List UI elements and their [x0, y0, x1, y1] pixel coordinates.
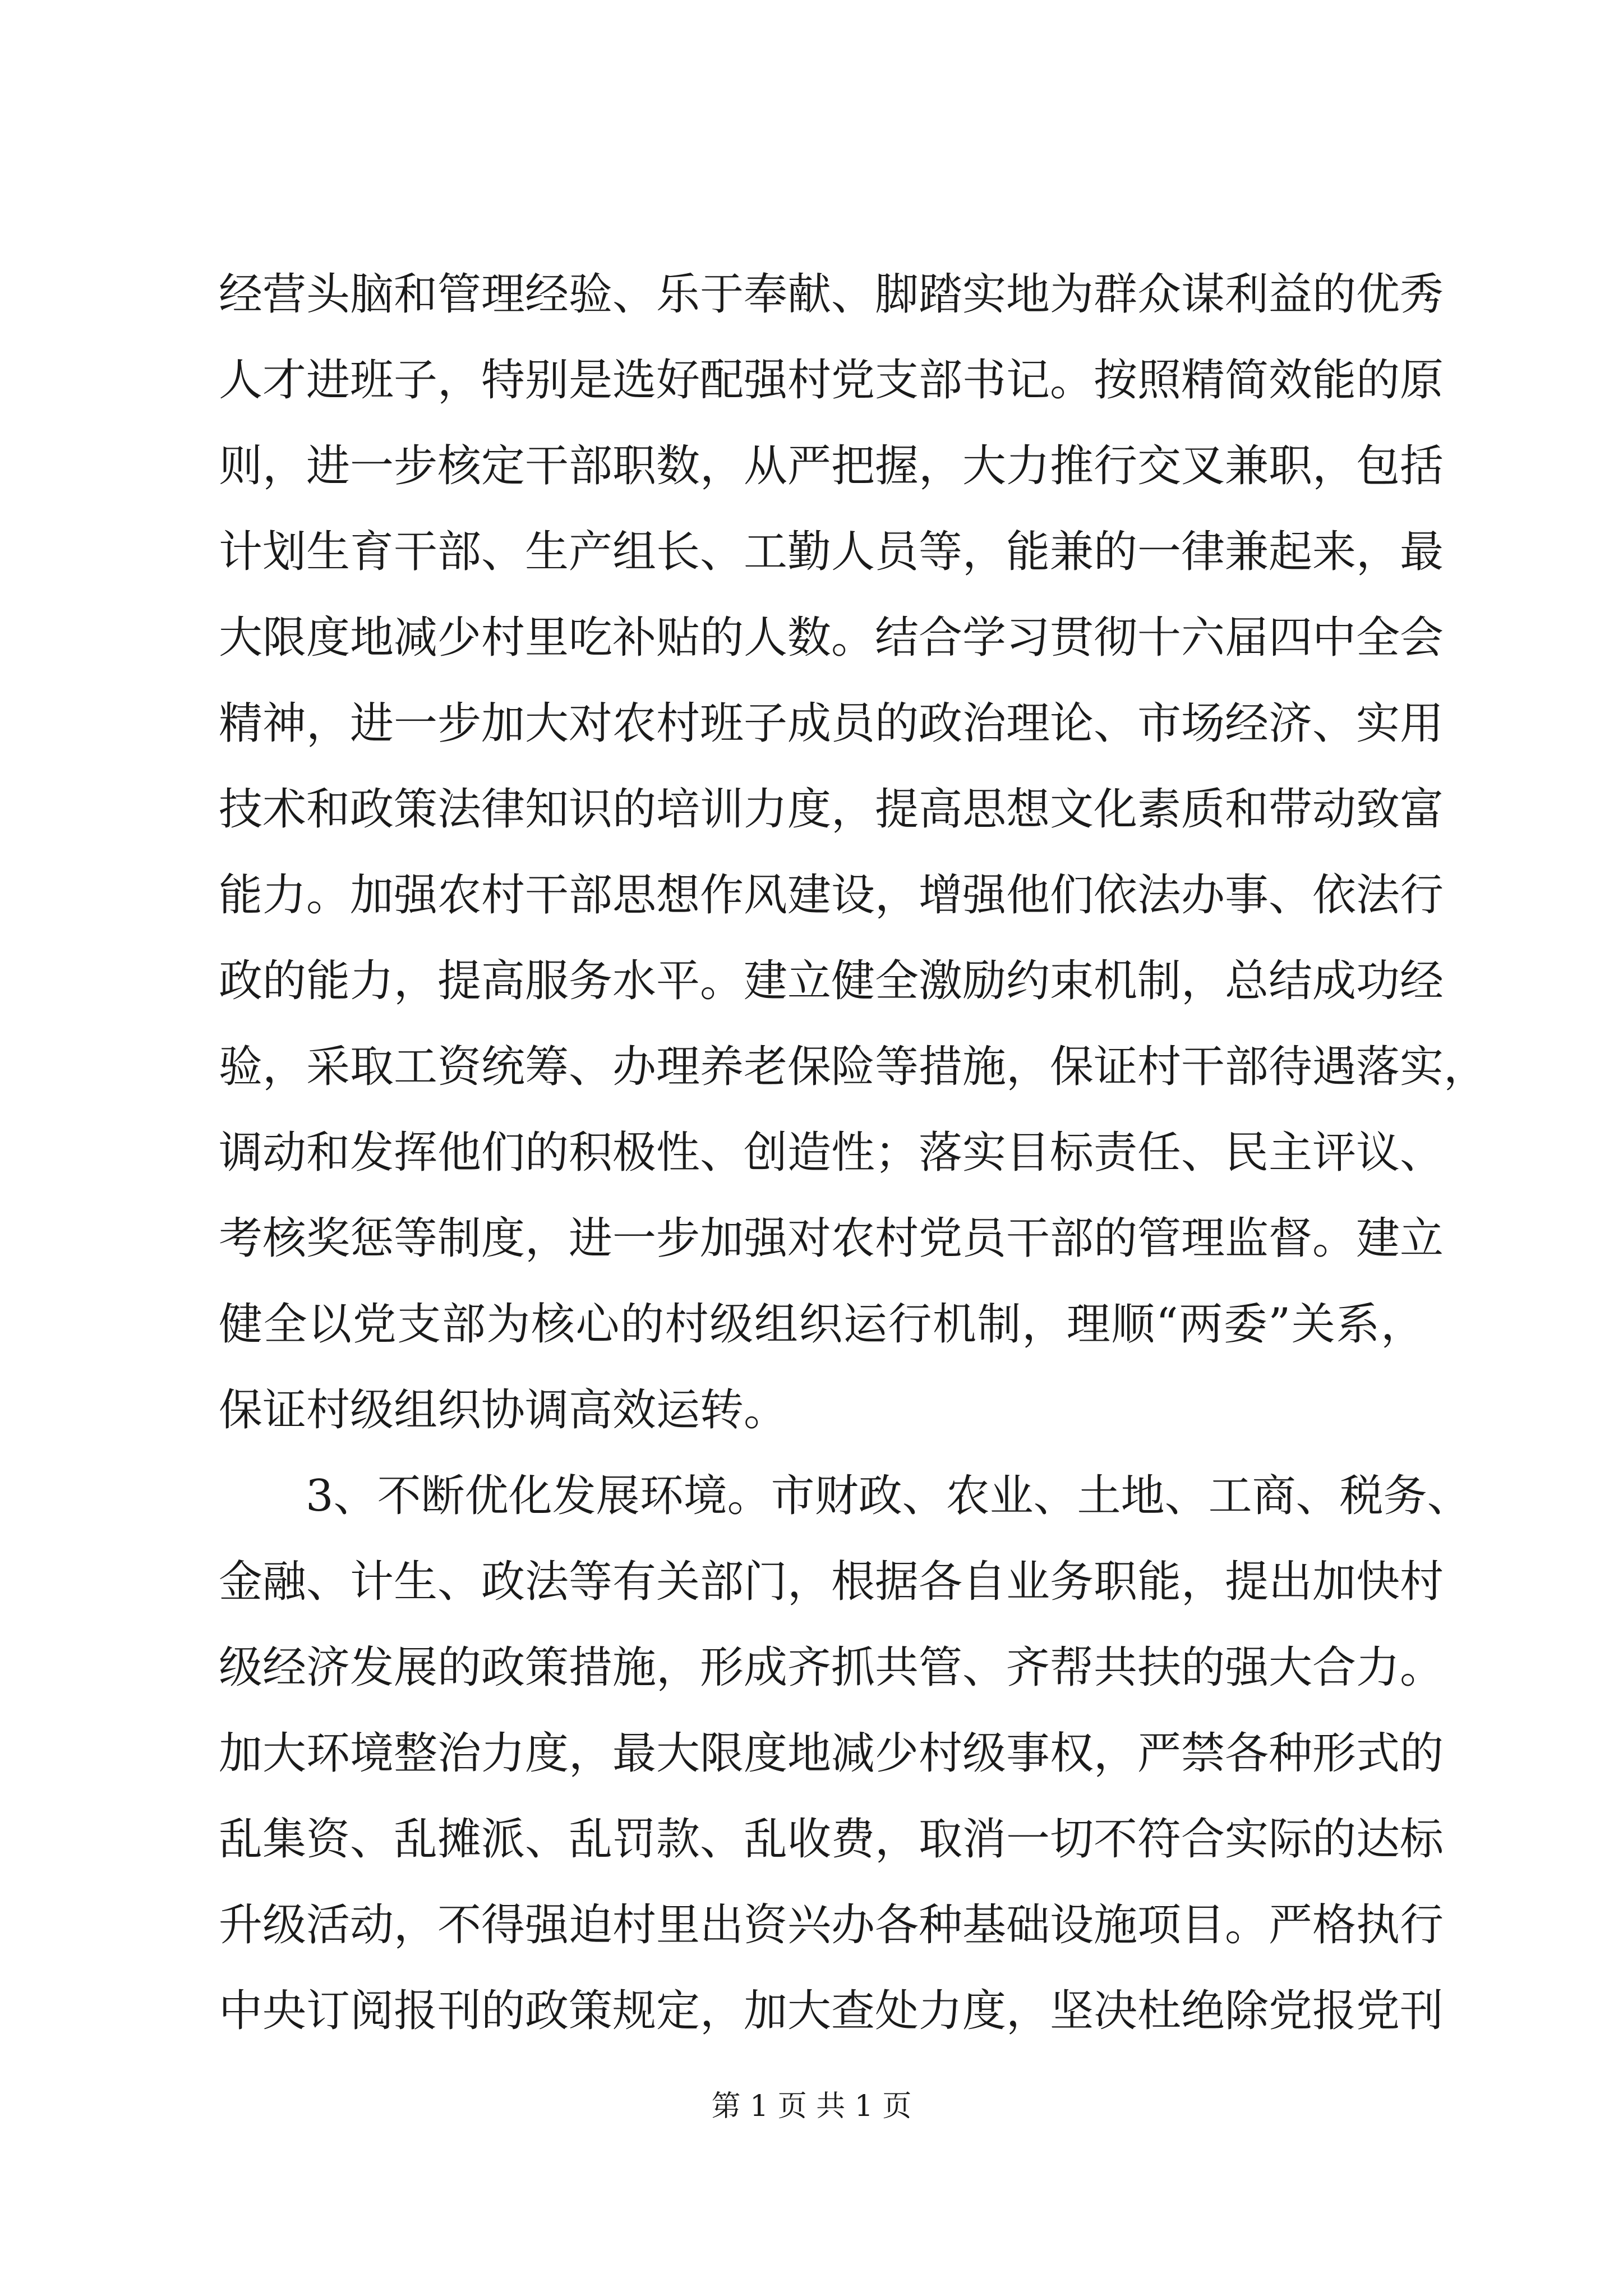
text-line: 考核奖惩等制度，进一步加强对农村党员干部的管理监督。建立: [219, 1213, 1444, 1264]
text-line: 政的能力，提高服务水平。建立健全激励约束机制，总结成功经: [219, 956, 1444, 1006]
text-line: 3、不断优化发展环境。市财政、农业、土地、工商、税务、: [306, 1471, 1471, 1521]
text-line: 中央订阅报刊的政策规定，加大查处力度，坚决杜绝除党报党刊: [219, 1986, 1444, 2036]
text-line: 验，采取工资统筹、办理养老保险等措施，保证村干部待遇落实，: [219, 1042, 1488, 1092]
text-line: 金融、计生、政法等有关部门，根据各自业务职能，提出加快村: [219, 1557, 1444, 1607]
text-line: 乱集资、乱摊派、乱罚款、乱收费，取消一切不符合实际的达标: [219, 1814, 1444, 1865]
text-line: 则，进一步核定干部职数，从严把握，大力推行交叉兼职，包括: [219, 441, 1444, 491]
text-line: 计划生育干部、生产组长、工勤人员等，能兼的一律兼起来，最: [219, 527, 1444, 577]
text-line: 调动和发挥他们的积极性、创造性；落实目标责任、民主评议、: [219, 1128, 1444, 1178]
text-line: 人才进班子，特别是选好配强村党支部书记。按照精简效能的原: [219, 355, 1444, 406]
text-line: 经营头脑和管理经验、乐于奉献、脚踏实地为群众谋利益的优秀: [219, 269, 1444, 320]
text-line: 升级活动，不得强迫村里出资兴办各种基础设施项目。严格执行: [219, 1900, 1444, 1950]
text-line: 能力。加强农村干部思想作风建设，增强他们依法办事、依法行: [219, 870, 1444, 921]
text-line: 大限度地减少村里吃补贴的人数。结合学习贯彻十六届四中全会: [219, 613, 1444, 663]
text-line: 加大环境整治力度，最大限度地减少村级事权，严禁各种形式的: [219, 1728, 1444, 1779]
text-line: 技术和政策法律知识的培训力度，提高思想文化素质和带动致富: [219, 784, 1444, 835]
page-footer: 第 1 页 共 1 页: [711, 2090, 912, 2123]
text-line: 级经济发展的政策措施，形成齐抓共管、齐帮共扶的强大合力。: [219, 1642, 1444, 1693]
text-line: 精神，进一步加大对农村班子成员的政治理论、市场经济、实用: [219, 698, 1444, 749]
text-line: 健全以党支部为核心的村级组织运行机制，理顺“两委”关系，: [219, 1299, 1424, 1350]
text-line: 保证村级组织协调高效运转。: [219, 1385, 788, 1435]
